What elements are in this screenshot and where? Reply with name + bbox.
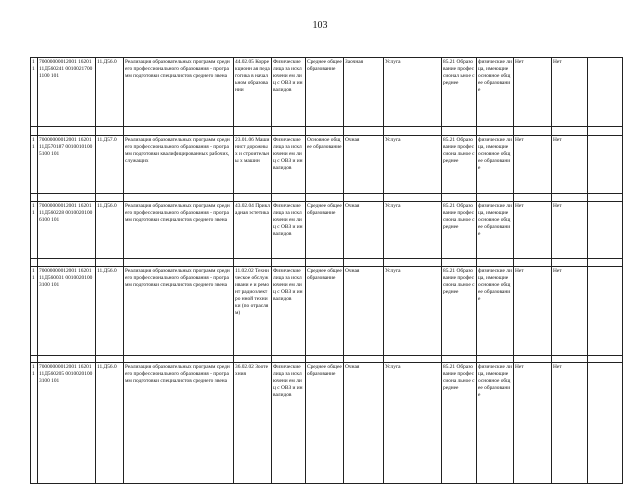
cell-code: 70000000012001 1620111Д560241 00100217001100 101 (38, 58, 96, 127)
gap-cell (272, 127, 306, 136)
cell-specialty: 36.02.02 Зоотехния (234, 363, 272, 484)
cell-okved: 85.21 Образование профессионал ьное среднее (442, 58, 477, 127)
gap-cell (306, 127, 344, 136)
page-number: 103 (312, 20, 328, 31)
gap-cell (514, 259, 552, 267)
cell-base: Среднее общее образование (306, 267, 344, 356)
gap-cell (96, 127, 124, 136)
gap-cell (588, 356, 623, 363)
cell-consumers: физические лица, имеющие основное общее образование (477, 363, 514, 484)
gap-cell (344, 127, 384, 136)
gap-cell (306, 356, 344, 363)
gap-cell (272, 194, 306, 202)
cell-kbk: 11.Д56.0 (96, 202, 124, 259)
cell-c2: Нет (552, 136, 588, 194)
row-gap (31, 127, 623, 136)
gap-cell (477, 127, 514, 136)
cell-type: Услуга (384, 136, 442, 194)
row-gap (31, 194, 623, 202)
cell-code: 70000000012001 1620111Д560228 00100201006100 101 (38, 202, 96, 259)
gap-cell (384, 356, 442, 363)
gap-cell (38, 127, 96, 136)
cell-num: 11 (31, 363, 38, 484)
gap-cell (477, 356, 514, 363)
gap-cell (234, 127, 272, 136)
gap-cell (384, 127, 442, 136)
cell-kbk: 11.Д56.0 (96, 58, 124, 127)
gap-cell (31, 127, 38, 136)
gap-cell (514, 127, 552, 136)
cell-base: Среднее общее образование (306, 363, 344, 484)
cell-name: Реализация образовательных программ среднего профессионального образования - программ подготовки специалистов среднего звена (124, 58, 234, 127)
cell-c1: Нет (514, 136, 552, 194)
gap-cell (96, 356, 124, 363)
gap-cell (442, 356, 477, 363)
table-row (31, 58, 623, 127)
gap-cell (306, 194, 344, 202)
cell-kbk: 11.Д56.0 (96, 363, 124, 484)
cell-num: 11 (31, 202, 38, 259)
gap-cell (124, 127, 234, 136)
cell-c1: Нет (514, 202, 552, 259)
cell-c1: Нет (514, 363, 552, 484)
cell-empty (588, 58, 623, 127)
gap-cell (588, 259, 623, 267)
gap-cell (384, 259, 442, 267)
cell-kbk: 11.Д57.0 (96, 136, 124, 194)
gap-cell (96, 259, 124, 267)
cell-form: Очная (344, 267, 384, 356)
cell-base: Среднее общее образование (306, 202, 344, 259)
cell-c2: Нет (552, 363, 588, 484)
gap-cell (124, 194, 234, 202)
cell-specialty: 44.02.05 Коррекционн ая педагогика в начальном образовании (234, 58, 272, 127)
cell-category: Физические лица за исключени ем лиц с ОВЗ и инвалидов (272, 58, 306, 127)
cell-form: Очная (344, 363, 384, 484)
cell-c1: Нет (514, 58, 552, 127)
gap-cell (31, 194, 38, 202)
gap-cell (124, 356, 234, 363)
cell-form: Заочная (344, 58, 384, 127)
cell-okved: 85.21 Образование профессиона льное среднее (442, 202, 477, 259)
cell-specialty: 11.02.02 Техническое обслуживани е и ремонт радиоэлектро нной техники (по отраслям) (234, 267, 272, 356)
gap-cell (442, 259, 477, 267)
cell-c2: Нет (552, 202, 588, 259)
cell-type: Услуга (384, 58, 442, 127)
gap-cell (477, 194, 514, 202)
row-gap (31, 356, 623, 363)
gap-cell (272, 356, 306, 363)
cell-consumers: физические лица, имеющие основное общее образование (477, 202, 514, 259)
row-gap (31, 259, 623, 267)
cell-num: 11 (31, 136, 38, 194)
gap-cell (477, 259, 514, 267)
gap-cell (96, 194, 124, 202)
cell-form: Очная (344, 136, 384, 194)
cell-category: Физические лица за исключени ем лиц с ОВЗ и инвалидов (272, 363, 306, 484)
cell-code: 70000000012001 1620111Д570187 00100101005100 101 (38, 136, 96, 194)
cell-c2: Нет (552, 58, 588, 127)
cell-name: Реализация образовательных программ среднего профессионального образования - программ подготовки специалистов среднего звена (124, 363, 234, 484)
cell-type: Услуга (384, 202, 442, 259)
cell-category: Физические лица за исключени ем лиц с ОВЗ и инвалидов (272, 267, 306, 356)
cell-specialty: 43.02.04 Прикладная эстетика (234, 202, 272, 259)
cell-form: Очная (344, 202, 384, 259)
cell-category: Физические лица за исключени ем лиц с ОВЗ и инвалидов (272, 136, 306, 194)
cell-kbk: 11.Д56.0 (96, 267, 124, 356)
gap-cell (344, 259, 384, 267)
gap-cell (234, 356, 272, 363)
cell-name: Реализация образовательных программ среднего профессионального образования - программ подготовки специалистов среднего звена (124, 202, 234, 259)
gap-cell (442, 127, 477, 136)
cell-okved: 85.21 Образование профессиона льное среднее (442, 136, 477, 194)
cell-name: Реализация образовательных программ среднего профессионального образования - программ подготовки квалифицированных рабочих, служащих (124, 136, 234, 194)
cell-empty (588, 202, 623, 259)
cell-code: 70000000012001 1620111Д560031 00100201003100 101 (38, 267, 96, 356)
cell-consumers: физические лица, имеющие основное общее образование (477, 58, 514, 127)
gap-cell (588, 127, 623, 136)
gap-cell (552, 127, 588, 136)
gap-cell (38, 259, 96, 267)
cell-base: Основное общее образование (306, 136, 344, 194)
cell-specialty: 23.01.06 Машинист дорожных и строительны х машин (234, 136, 272, 194)
gap-cell (272, 259, 306, 267)
gap-cell (31, 356, 38, 363)
gap-cell (344, 356, 384, 363)
cell-empty (588, 267, 623, 356)
cell-empty (588, 363, 623, 484)
services-registry-table (30, 57, 623, 484)
gap-cell (38, 194, 96, 202)
cell-empty (588, 136, 623, 194)
gap-cell (384, 194, 442, 202)
cell-consumers: физические лица, имеющие основное общее образование (477, 267, 514, 356)
gap-cell (552, 356, 588, 363)
cell-num: 11 (31, 58, 38, 127)
gap-cell (344, 194, 384, 202)
cell-consumers: физические лица, имеющие основное общее образование (477, 136, 514, 194)
gap-cell (552, 259, 588, 267)
cell-base: Среднее общее образование (306, 58, 344, 127)
cell-c2: Нет (552, 267, 588, 356)
cell-okved: 85.21 Образование профессиона льное среднее (442, 363, 477, 484)
gap-cell (38, 356, 96, 363)
gap-cell (234, 259, 272, 267)
gap-cell (552, 194, 588, 202)
gap-cell (306, 259, 344, 267)
cell-name: Реализация образовательных программ среднего профессионального образования - программ подготовки специалистов среднего звена (124, 267, 234, 356)
table-row (31, 202, 623, 259)
cell-category: Физические лица за исключени ем лиц с ОВЗ и инвалидов (272, 202, 306, 259)
gap-cell (588, 194, 623, 202)
table-row (31, 267, 623, 356)
gap-cell (514, 356, 552, 363)
cell-okved: 85.21 Образование профессиона льное среднее (442, 267, 477, 356)
cell-type: Услуга (384, 363, 442, 484)
gap-cell (234, 194, 272, 202)
cell-type: Услуга (384, 267, 442, 356)
gap-cell (124, 259, 234, 267)
gap-cell (31, 259, 38, 267)
table-row (31, 136, 623, 194)
gap-cell (442, 194, 477, 202)
gap-cell (514, 194, 552, 202)
cell-code: 70000000012001 1620111Д560205 00100201003100 101 (38, 363, 96, 484)
cell-c1: Нет (514, 267, 552, 356)
cell-num: 11 (31, 267, 38, 356)
table-row (31, 363, 623, 484)
